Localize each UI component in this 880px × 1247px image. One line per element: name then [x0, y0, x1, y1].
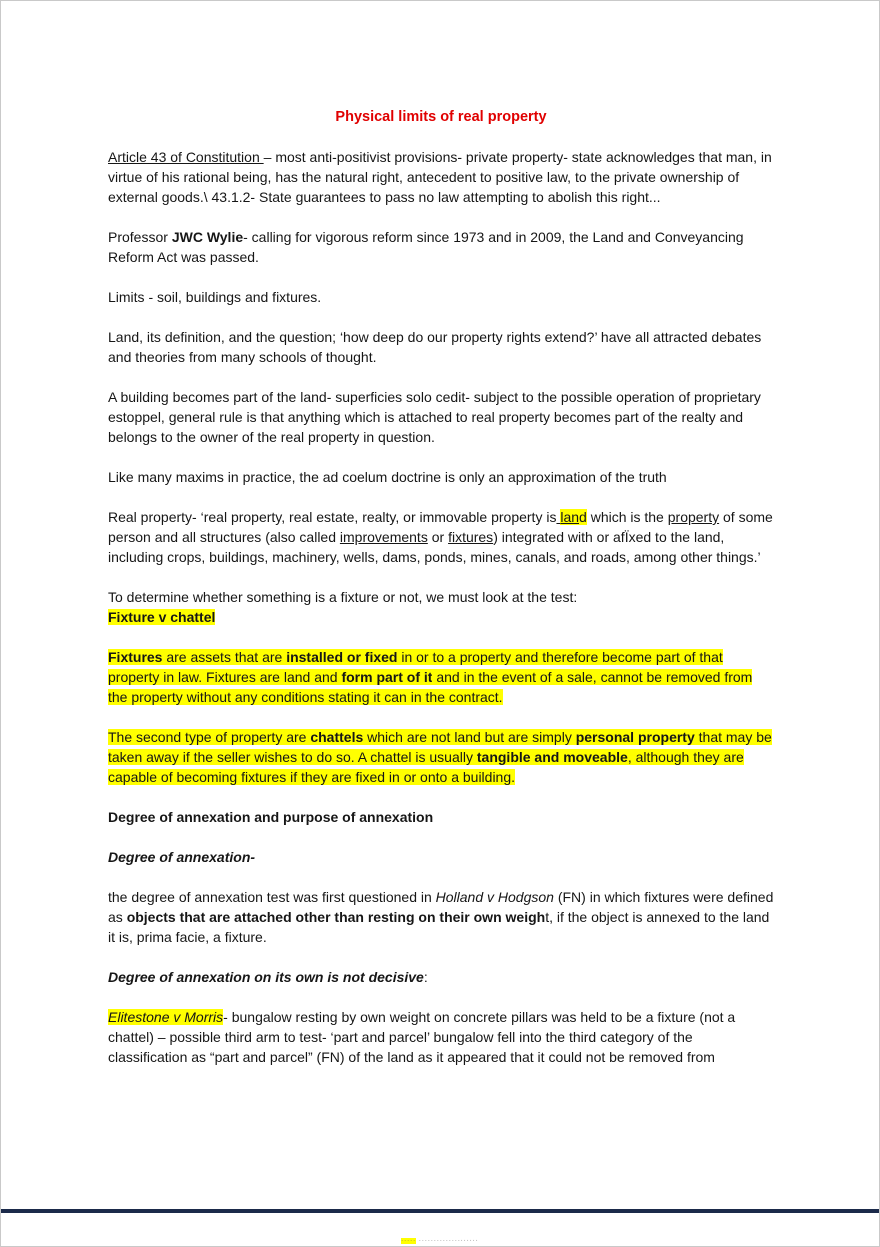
text-run: t, if the object is annexed to the land it is, prima facie, a fixture. [108, 909, 770, 945]
text-run: and in the event of a sale, cannot be removed from the property without any conditions stating it can in the contract. [108, 669, 753, 705]
paragraph-fixture-v-chattel [108, 607, 774, 627]
text-run: of some person and all structures (also called [108, 509, 773, 545]
paragraph-real-property-definition [108, 507, 774, 567]
text-run: – most anti-positivist provisions- private property- state acknowledges that man, in virtue of his rational being, has the natural right, antecedent to positive law, to the private ownership of external goods.\ 43.1.2- State guarantees to pass no law attempting to abolish this right... [108, 149, 772, 205]
text-run: Degree of annexation on its own is not decisive [108, 969, 424, 985]
text-run: - bungalow resting by own weight on concrete pillars was held to be a fixture (not a chattel) – possible third arm to test- ‘part and parcel’ bungalow fell into the third category of the classification as “part and parcel” (FN) of the land as it appeared that it could not be removed from [108, 1009, 736, 1065]
text-run: in or to a property and therefore become part of that property in law. Fixtures are land and [108, 649, 723, 685]
paragraph-ad-coelum [108, 467, 774, 487]
paragraph-degree-annexation-heading [108, 847, 774, 867]
document-content [1, 1, 879, 1067]
footer-divider [1, 1209, 879, 1213]
paragraph-fixture-test-intro [108, 587, 774, 607]
text-run: Elitestone v Morris [108, 1009, 224, 1025]
text-run: that may be taken away if the seller wishes to do so. A chattel is usually [108, 729, 772, 765]
text-run: which are not land but are simply [363, 729, 576, 745]
paragraph-article-43 [108, 147, 774, 207]
text-run: JWC Wylie [171, 229, 244, 245]
paragraph-elitestone-v-morris [108, 1007, 774, 1067]
text-run: property [667, 509, 720, 525]
text-run: d [579, 509, 587, 525]
text-run: which is the [586, 509, 668, 525]
paragraph-building-part-of-land [108, 387, 774, 447]
text-run: the degree of annexation test was first questioned in [108, 889, 436, 905]
paragraph-chattels-definition [108, 727, 774, 787]
text-run: Real property- ‘real property, real estate, realty, or immovable property is [108, 509, 557, 525]
text-run: improvements [339, 529, 428, 545]
text-run: objects that are attached other than resting on their own weigh [126, 909, 546, 925]
text-run: are assets that are [162, 649, 287, 665]
text-run: Degree of annexation- [108, 849, 256, 865]
text-run: Limits - soil, buildings and fixtures. [108, 289, 322, 305]
paragraph-fixtures-definition [108, 647, 774, 707]
footer-highlight-mark: ····· [401, 1238, 417, 1244]
text-run: : [423, 969, 428, 985]
text-run: Fixtures [108, 649, 163, 665]
document-title: Physical limits of real property [335, 109, 547, 125]
paragraph-land-definition [108, 327, 774, 367]
text-run: The second type of property are [108, 729, 311, 745]
text-run: lan [560, 509, 580, 525]
paragraph-limits [108, 287, 774, 307]
text-run: A building becomes part of the land- superficies solo cedit- subject to the possible operation of proprietary estoppel, general rule is that anything which is attached to real property becomes part of the realty and belongs to the owner of the real property in question. [108, 389, 761, 445]
text-run: installed or fixed [286, 649, 398, 665]
text-run: Like many maxims in practice, the ad coelum doctrine is only an approximation of the truth [108, 469, 667, 485]
text-run: fixtures [448, 529, 494, 545]
paragraph-degree-purpose-heading [108, 807, 774, 827]
text-run: To determine whether something is a fixture or not, we must look at the test: [108, 589, 578, 605]
paragraph-professor-wylie [108, 227, 774, 267]
paragraph-holland-v-hodgson [108, 887, 774, 947]
text-run: or [427, 529, 449, 545]
text-run: Degree of annexation and purpose of annexation [108, 809, 434, 825]
footer-text [1, 1237, 879, 1245]
text-run: Professor [108, 229, 172, 245]
text-run: (FN) in which fixtures were defined as [108, 889, 774, 925]
text-run: ) integrated with or afÏxed to the land, including crops, buildings, machinery, wells, dams, ponds, mines, canals, and roads, among other things.’ [108, 529, 761, 565]
text-run: chattels [310, 729, 364, 745]
text-run: Holland v Hodgson [435, 889, 554, 905]
text-run: - calling for vigorous reform since 1973 and in 2009, the Land and Conveyancing Reform Act was passed. [108, 229, 744, 265]
text-run: Land, its definition, and the question; ‘how deep do our property rights extend?’ have all attracted debates and theories from many schools of thought. [108, 329, 762, 365]
text-run: form part of it [341, 669, 433, 685]
text-run: , although they are capable of becoming fixtures if they are fixed in or onto a building. [108, 749, 744, 785]
text-run: tangible and moveable [476, 749, 628, 765]
footer-mark: ···················· [416, 1238, 479, 1244]
text-run: Article 43 of Constitution [108, 149, 264, 165]
text-run: personal property [575, 729, 695, 745]
paragraph-degree-not-decisive-heading [108, 967, 774, 987]
document-body [108, 147, 774, 1067]
text-run: Fixture v chattel [108, 609, 216, 625]
